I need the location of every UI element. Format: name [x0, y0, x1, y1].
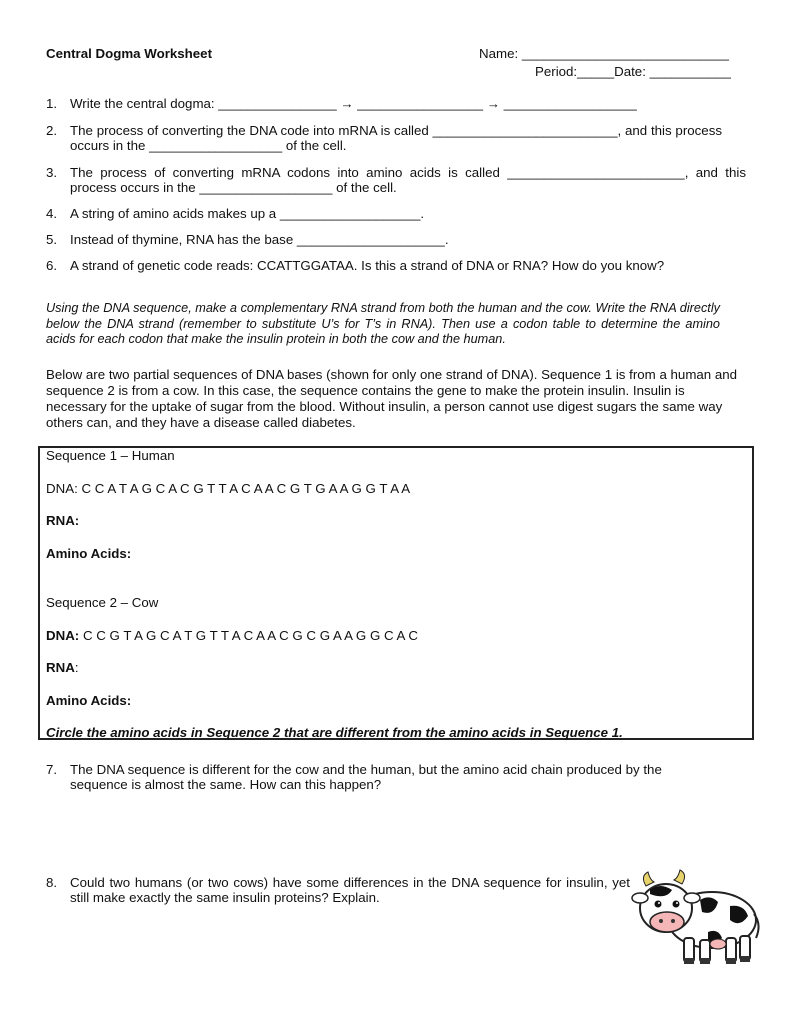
question-text: A strand of genetic code reads: CCATTGGATAA. Is this a strand of DNA or RNA? How do you know? — [70, 258, 665, 273]
background-paragraph: Below are two partial sequences of DNA bases (shown for only one strand of DNA). Sequence 1 is from a human and sequence 2 is from a cow. In this case, the sequence contains the gene to make the protein insulin. Insulin is necessary for the uptake of sugar from the blood. Without insulin, a person cannot use digest sugars the same way others can, and they have a disease called diabetes. — [46, 367, 738, 430]
sequence-2-amino-label: Amino Acids: — [46, 693, 132, 708]
period-date-line: Period:_____Date: ___________ — [535, 64, 731, 79]
question-number: 4. — [46, 206, 58, 221]
circle-instruction: Circle the amino acids in Sequence 2 that are different from the amino acids in Sequence 1. — [46, 725, 623, 740]
sequence-1-title: Sequence 1 – Human — [46, 448, 175, 463]
sequence-2-title: Sequence 2 – Cow — [46, 595, 159, 610]
question-number: 2. — [46, 123, 58, 138]
question-text: Could two humans (or two cows) have some differences in the DNA sequence for insulin, yet still make exactly the same insulin proteins? Explain. — [70, 875, 630, 905]
question-8 — [46, 875, 630, 907]
question-4 — [46, 206, 746, 222]
question-text: Instead of thymine, RNA has the base ____________________. — [70, 232, 449, 247]
question-text: Write the central dogma: ________________ → _________________ → __________________ — [70, 96, 637, 111]
sequence-2-rna-label — [46, 660, 79, 675]
sequence-1-amino-label: Amino Acids: — [46, 546, 132, 561]
question-number: 5. — [46, 232, 58, 247]
question-text: The process of converting the DNA code into mRNA is called _________________________, and this process occurs in the __________________ of the cell. — [70, 123, 722, 153]
question-number: 6. — [46, 258, 58, 273]
question-number: 3. — [46, 165, 58, 180]
question-number: 1. — [46, 96, 58, 111]
rna-label: RNA — [46, 660, 75, 675]
dna-label: DNA: — [46, 481, 78, 496]
rna-colon: : — [74, 660, 79, 675]
question-5 — [46, 232, 746, 248]
worksheet-title: Central Dogma Worksheet — [46, 46, 213, 61]
sequence-1-rna-label: RNA: — [46, 513, 80, 528]
dna-bases: C C G T A G C A T G T T A C A A C G C G A A G G C A C — [79, 628, 418, 643]
dna-bases: C C A T A G C A C G T T A C A A C G T G A A G G T A A — [77, 481, 411, 496]
question-text: The process of converting mRNA codons into amino acids is called ________________________, and this process occurs in the __________________ of the cell. — [70, 165, 746, 195]
question-number: 8. — [46, 875, 58, 890]
question-number: 7. — [46, 762, 58, 777]
question-text: The DNA sequence is different for the cow and the human, but the amino acid chain produced by the sequence is almost the same. How can this happen? — [70, 762, 662, 792]
question-text: A string of amino acids makes up a ___________________. — [70, 206, 425, 221]
cow-illustration — [630, 862, 762, 970]
question-6 — [46, 258, 746, 274]
sequence-1-dna — [46, 481, 410, 496]
dna-label: DNA: — [46, 628, 80, 643]
question-1 — [46, 96, 746, 112]
question-3 — [46, 165, 746, 197]
question-7 — [46, 762, 706, 794]
name-line: Name: ____________________________ — [479, 46, 729, 61]
instructions-paragraph: Using the DNA sequence, make a complementary RNA strand from both the human and the cow. Write the RNA directly below the DNA strand (remember to substitute U’s for T’s in RNA). Then use a codon table to determine the amino acids for each codon that make the insulin protein in both the cow and the human. — [46, 301, 720, 346]
sequence-2-dna — [46, 628, 418, 643]
question-2 — [46, 123, 722, 155]
